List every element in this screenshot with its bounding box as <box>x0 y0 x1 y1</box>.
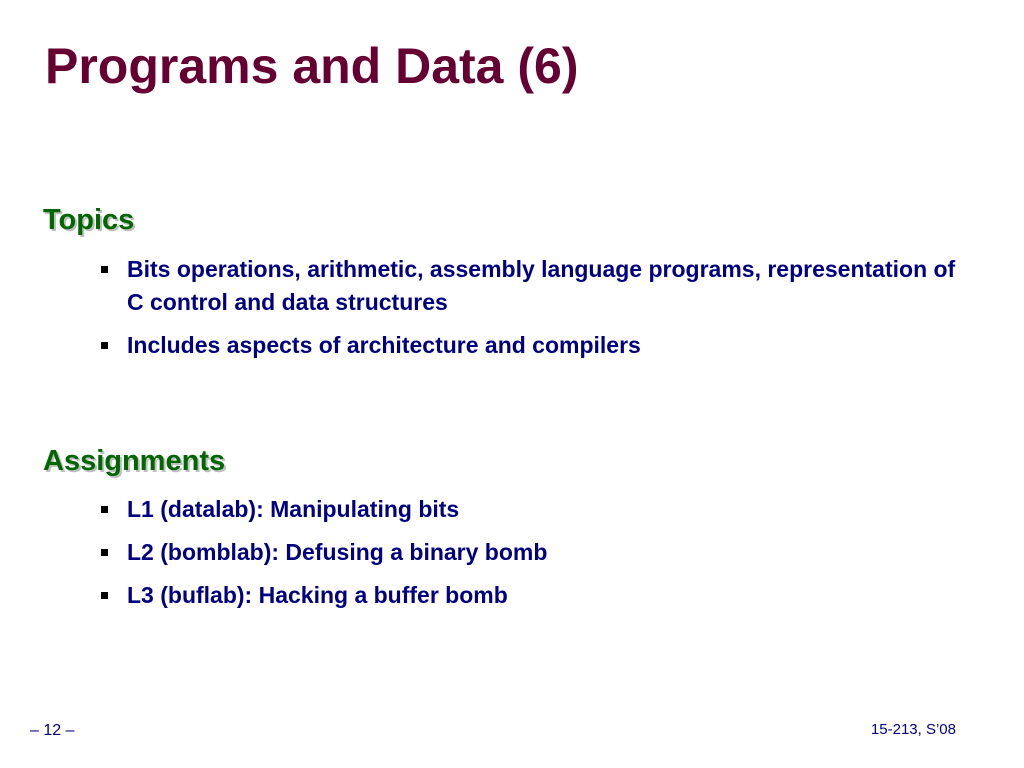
assignments-list-item-text: L2 (bomblab): Defusing a binary bomb <box>127 539 548 565</box>
assignments-list-item <box>97 536 957 569</box>
section-heading-topics: Topics <box>43 204 135 236</box>
section-heading-assignments: Assignments <box>43 445 226 477</box>
assignments-list-item-text: L3 (buflab): Hacking a buffer bomb <box>127 582 508 608</box>
course-label: 15-213, S’08 <box>870 721 956 738</box>
topics-list-item-text: Bits operations, arithmetic, assembly language programs, representation of C control and data structures <box>127 256 956 315</box>
assignments-list-item <box>97 579 957 612</box>
topics-list-item-text: Includes aspects of architecture and compilers <box>127 332 641 358</box>
topics-list-item <box>97 329 957 362</box>
square-bullet-icon <box>101 592 108 599</box>
assignments-list-item <box>97 493 957 526</box>
slide-title: Programs and Data (6) <box>45 38 579 94</box>
square-bullet-icon <box>101 549 108 556</box>
assignments-list-item-text: L1 (datalab): Manipulating bits <box>127 496 460 522</box>
square-bullet-icon <box>101 506 108 513</box>
topics-list-item <box>97 253 957 319</box>
slide-page-number: – 12 – <box>30 722 75 739</box>
assignments-list <box>97 493 957 622</box>
square-bullet-icon <box>101 266 108 273</box>
topics-list <box>97 253 957 372</box>
square-bullet-icon <box>101 342 108 349</box>
